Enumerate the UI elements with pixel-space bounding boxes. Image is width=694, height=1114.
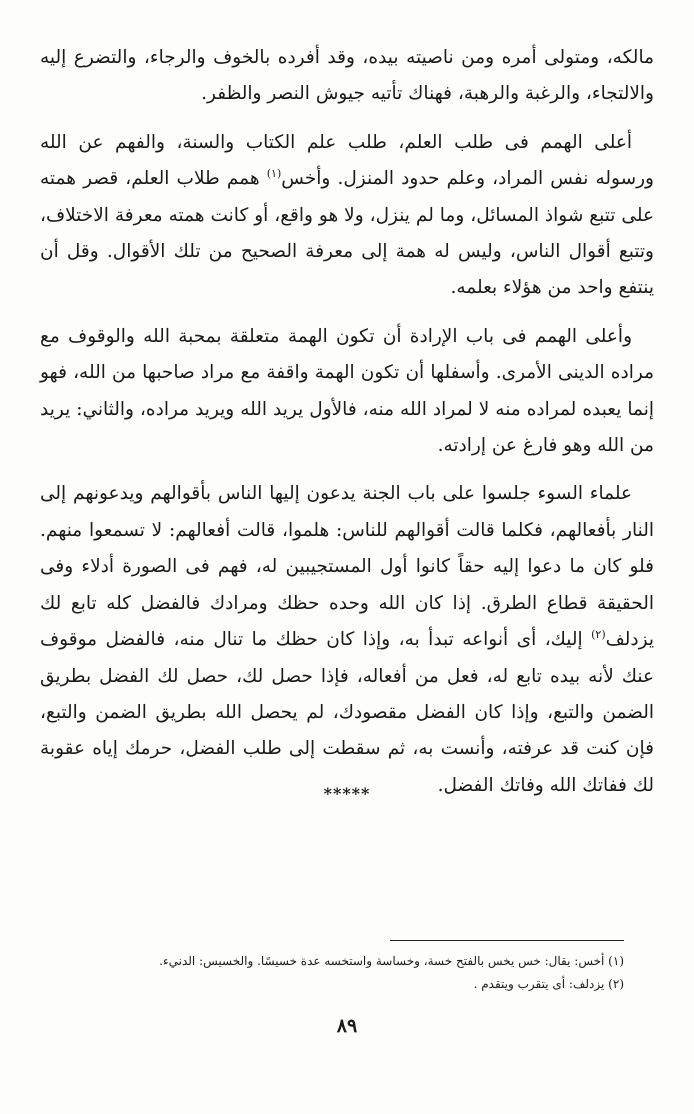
paragraph-4-text-b: إليك، أى أنواعه تبدأ به، وإذا كان حظك ما تنال منه، فالفضل موقوف عنك لأنه بيده تابع له، فعل من أفعاله، فإذا حصل لك، حصل لك الفضل بطريق الضمن والتبع، وإذا كان الفضل مقصودك، لم يحصل الله بطريق الضمن والتبع، فإن كنت قد عرفته، وأنست به، ثم سقطت إلى طلب الفضل، حرمك إياه عقوبة لك ففاتك الله وفاتك الفضل. (40, 629, 654, 796)
paragraph-1-text: مالكه، ومتولى أمره ومن ناصيته بيده، وقد أفرده بالخوف والرجاء، والتضرع إليه والالتجاء، والرغبة والرهبة، فهناك تأتيه جيوش النصر والظفر. (40, 47, 654, 105)
footnote-ref-1: (١) (266, 167, 282, 181)
section-separator: ***** (323, 784, 371, 803)
paragraph-2-text-a: أعلى الهمم فى طلب العلم، طلب علم الكتاب والسنة، والفهم عن الله ورسوله نفس المراد، وعلم حدود المنزل. وأخس (40, 131, 654, 190)
main-text (40, 40, 654, 804)
page-number: ٨٩ (336, 1015, 358, 1037)
paragraph-4-text-a: علماء السوء جلسوا على باب الجنة يدعون إليها الناس بأقوالهم ويدعونهم إلى النار بأفعالهم، فكلما قالت أقوالهم للناس: هلموا، قالت أفعالهم: لا تسمعوا منهم. فلو كان ما دعوا إليه حقاً كانوا أول المستجيبين له، فهم فى الصورة أدلاء وفى الحقيقة قطاع الطرق. إذا كان الله وحده حظك ومرادك فالفضل كله تابع لك يزدلف (40, 483, 654, 651)
paragraph-2 (40, 125, 654, 307)
paragraph-4 (40, 476, 654, 804)
footnote-divider (390, 940, 624, 941)
footnotes (40, 950, 624, 996)
paragraph-3-text: وأعلى الهمم فى باب الإرادة أن تكون الهمة متعلقة بمحبة الله والوقوف مع مراده الدينى الأمرى. وأسفلها أن تكون الهمة واقفة مع مراد صاحبها من الله، فهو إنما يعبده لمراده منه لا لمراد الله منه، فالأول يريد الله ويريد مراده، والثاني: يريد من الله وهو فارغ عن إرادته. (40, 325, 654, 457)
footnote-1: (١) أخس: يقال: خس يخس بالفتح خسة، وخساسة واستخسه عدة خسيسًا. والخسيس: الدنيء. (159, 954, 624, 968)
paragraph-2-text-b: همم طلاب العلم، قصر همته على تتبع شواذ المسائل، وما لم ينزل، ولا هو واقع، أو كانت همته معرفة الاختلاف، وتتبع أقوال الناس، وليس له همة إلى معرفة الصحيح من تلك الأقوال. وقل أن ينتفع واحد من هؤلاء بعلمه. (40, 168, 654, 299)
paragraph-1 (40, 40, 654, 113)
paragraph-3 (40, 319, 654, 465)
footnote-ref-2: (٢) (591, 627, 606, 641)
footnote-2: (٢) يزدلف: أى يتقرب ويتقدم . (473, 977, 624, 991)
